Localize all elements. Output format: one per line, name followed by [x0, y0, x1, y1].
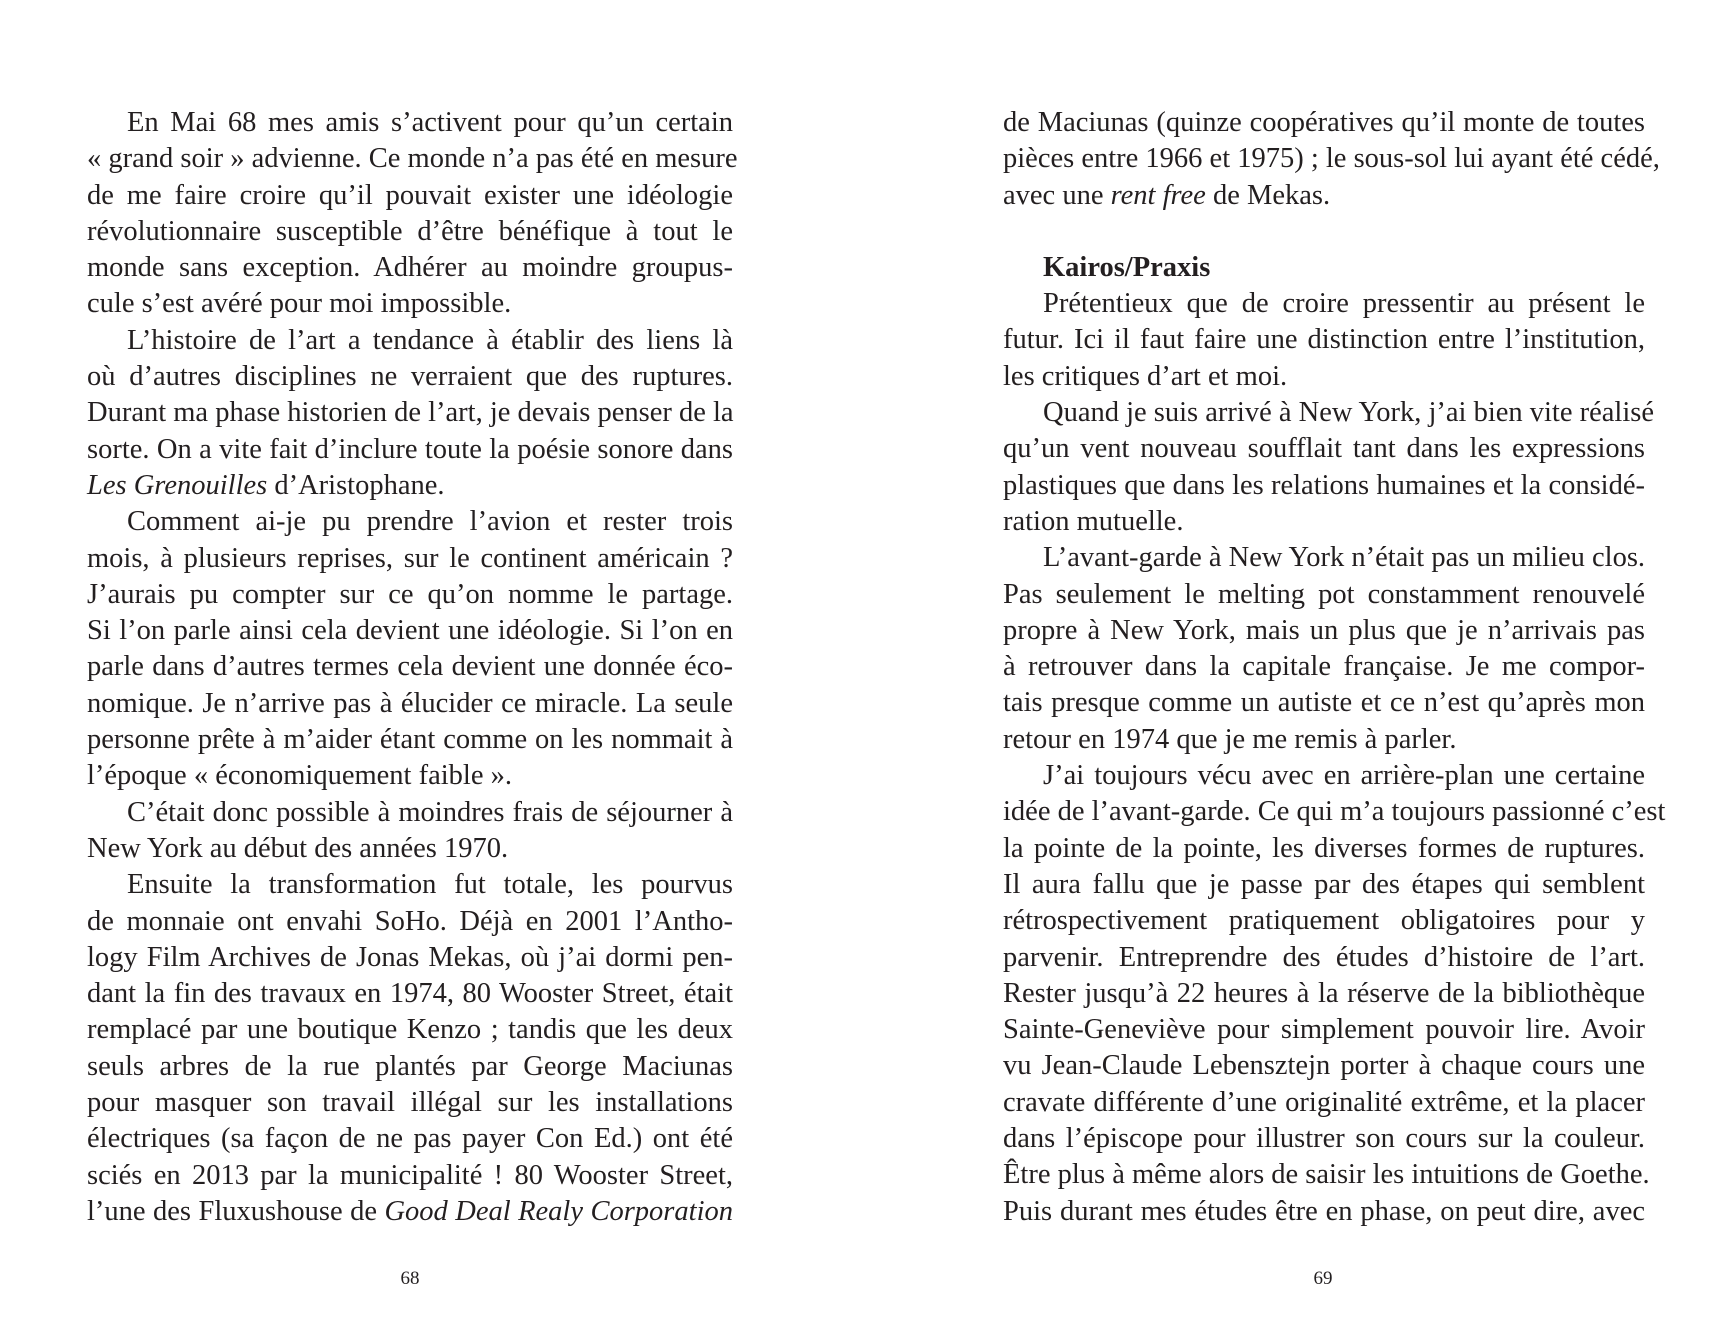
text-line: Puis durant mes études être en phase, on peut dire, avec — [1003, 1195, 1645, 1227]
text-line: Il aura fallu que je passe par des étapes qui semblent — [1003, 868, 1645, 900]
text-line: dant la fin des travaux en 1974, 80 Wooster Street, était — [87, 978, 733, 1010]
text-line: pour masquer son travail illégal sur les installations — [87, 1087, 733, 1119]
text-line: parle dans d’autres termes cela devient une donnée éco- — [87, 651, 733, 683]
text-line: de Maciunas (quinze coopératives qu’il monte de toutes — [1003, 107, 1645, 138]
text-line: propre à New York, mais un plus que je n’arrivais pas — [1003, 614, 1645, 646]
text-line: à retrouver dans la capitale française. Je me compor- — [1003, 651, 1645, 683]
text-line: « grand soir » advienne. Ce monde n’a pas été en mesure — [87, 143, 738, 175]
text-line: Sainte-Geneviève pour simplement pouvoir lire. Avoir — [1003, 1014, 1645, 1046]
text-line: monde sans exception. Adhérer au moindre groupus- — [87, 252, 733, 284]
text-line: ration mutuelle. — [1003, 505, 1184, 537]
paragraph — [1003, 105, 1660, 214]
page-number-left: 68 — [400, 1268, 420, 1289]
text-line: idée de l’avant-garde. Ce qui m’a toujours passionné c’est — [1003, 796, 1666, 828]
text-line: nomique. Je n’arrive pas à élucider ce miracle. La seule — [87, 687, 733, 719]
text-line: l’époque « économiquement faible ». — [87, 760, 512, 792]
text-line: électriques (sa façon de ne pas payer Con Ed.) ont été — [87, 1123, 733, 1155]
text-line: C’était donc possible à moindres frais de séjourner à — [127, 796, 733, 828]
text-line: de me faire croire qu’il pouvait exister une idéologie — [87, 179, 733, 211]
text-line: les critiques d’art et moi. — [1003, 360, 1288, 392]
italic-title: Les Grenouilles — [87, 469, 268, 501]
text-line: L’avant-garde à New York n’était pas un milieu clos. — [1043, 542, 1646, 574]
italic-title: rent free — [1110, 179, 1206, 211]
paragraph — [87, 323, 733, 504]
text-line: J’aurais pu compter sur ce qu’on nomme le partage. — [87, 578, 733, 610]
text-line: avec une rent free de Mekas. — [1003, 179, 1331, 211]
paragraph — [87, 504, 733, 794]
text-line: Durant ma phase historien de l’art, je devais penser de la — [87, 397, 734, 429]
text-line: logy Film Archives de Jonas Mekas, où j’ai dormi pen- — [87, 941, 733, 973]
text-line: Les Grenouilles d’Aristophane. — [87, 469, 445, 501]
text-line: vu Jean-Claude Lebensztejn porter à chaque cours une — [1003, 1050, 1645, 1082]
text-line: En Mai 68 mes amis s’activent pour qu’un certain — [127, 107, 733, 138]
text-line: L’histoire de l’art a tendance à établir des liens là — [127, 324, 733, 356]
right-paragraphs — [1003, 286, 1666, 1230]
text-line: New York au début des années 1970. — [87, 832, 509, 864]
paragraph — [87, 867, 733, 1230]
text-line: parvenir. Entreprendre des études d’histoire de l’art. — [1003, 941, 1645, 973]
text-line: Ensuite la transformation fut totale, les pourvus — [127, 869, 733, 901]
text-line: la pointe de la pointe, les diverses formes de ruptures. — [1003, 832, 1645, 864]
paragraph — [87, 105, 738, 323]
text-line: révolutionnaire susceptible d’être bénéfique à tout le — [87, 215, 733, 247]
paragraph — [1003, 758, 1666, 1230]
text-line: cule s’est avéré pour moi impossible. — [87, 288, 512, 320]
paragraph — [1003, 395, 1654, 540]
text-line: futur. Ici il faut faire une distinction entre l’institution, — [1003, 324, 1645, 356]
text-line: pièces entre 1966 et 1975) ; le sous-sol lui ayant été cédé, — [1003, 143, 1660, 175]
right-text-column — [1003, 105, 1666, 1230]
italic-title: Good Deal Realy Corporation — [384, 1195, 733, 1227]
paragraph — [1003, 540, 1645, 758]
text-line: Rester jusqu’à 22 heures à la réserve de la bibliothèque — [1003, 977, 1645, 1009]
text-line: sciés en 2013 par la municipalité ! 80 Wooster Street, — [87, 1159, 733, 1191]
text-line: cravate différente d’une originalité extrême, et la placer — [1003, 1086, 1645, 1118]
text-line: personne prête à m’aider étant comme on les nommait à — [87, 724, 733, 756]
text-line: Comment ai-je pu prendre l’avion et rester trois — [127, 506, 733, 538]
page-number-right: 69 — [1313, 1268, 1333, 1289]
text-line: mois, à plusieurs reprises, sur le continent américain ? — [87, 542, 733, 574]
text-line: Être plus à même alors de saisir les intuitions de Goethe. — [1003, 1159, 1650, 1191]
text-line: dans l’épiscope pour illustrer son cours sur la couleur. — [1003, 1123, 1645, 1155]
paragraph — [1003, 286, 1645, 395]
text-line: plastiques que dans les relations humaines et la considé- — [1003, 469, 1645, 501]
text-line: retour en 1974 que je me remis à parler. — [1003, 723, 1457, 755]
text-line: remplacé par une boutique Kenzo ; tandis que les deux — [87, 1014, 733, 1046]
left-text-column — [87, 105, 738, 1230]
text-line: Si l’on parle ainsi cela devient une idéologie. Si l’on en — [87, 615, 733, 647]
text-line: qu’un vent nouveau soufflait tant dans les expressions — [1003, 433, 1645, 465]
text-line: où d’autres disciplines ne verraient que des ruptures. — [87, 361, 733, 393]
text-line: J’ai toujours vécu avec en arrière-plan une certaine — [1043, 760, 1645, 792]
text-line: seuls arbres de la rue plantés par George Maciunas — [87, 1050, 733, 1082]
paragraph — [87, 795, 733, 868]
right-page — [866, 0, 1732, 1338]
text-line: rétrospectivement pratiquement obligatoires pour y — [1003, 905, 1645, 937]
section-heading: Kairos/Praxis — [1043, 251, 1211, 283]
text-line: de monnaie ont envahi SoHo. Déjà en 2001 l’Antho- — [87, 905, 733, 937]
text-line: sorte. On a vite fait d’inclure toute la poésie sonore dans — [87, 433, 733, 465]
text-line: Prétentieux que de croire pressentir au présent le — [1043, 288, 1645, 320]
continued-paragraph — [1003, 105, 1660, 214]
text-line: Quand je suis arrivé à New York, j’ai bien vite réalisé — [1043, 397, 1654, 429]
text-line: tais presque comme un autiste et ce n’est qu’après mon — [1003, 687, 1645, 719]
text-line: l’une des Fluxushouse de Good Deal Realy Corporation — [87, 1195, 733, 1227]
text-line: Pas seulement le melting pot constamment renouvelé — [1003, 578, 1645, 610]
